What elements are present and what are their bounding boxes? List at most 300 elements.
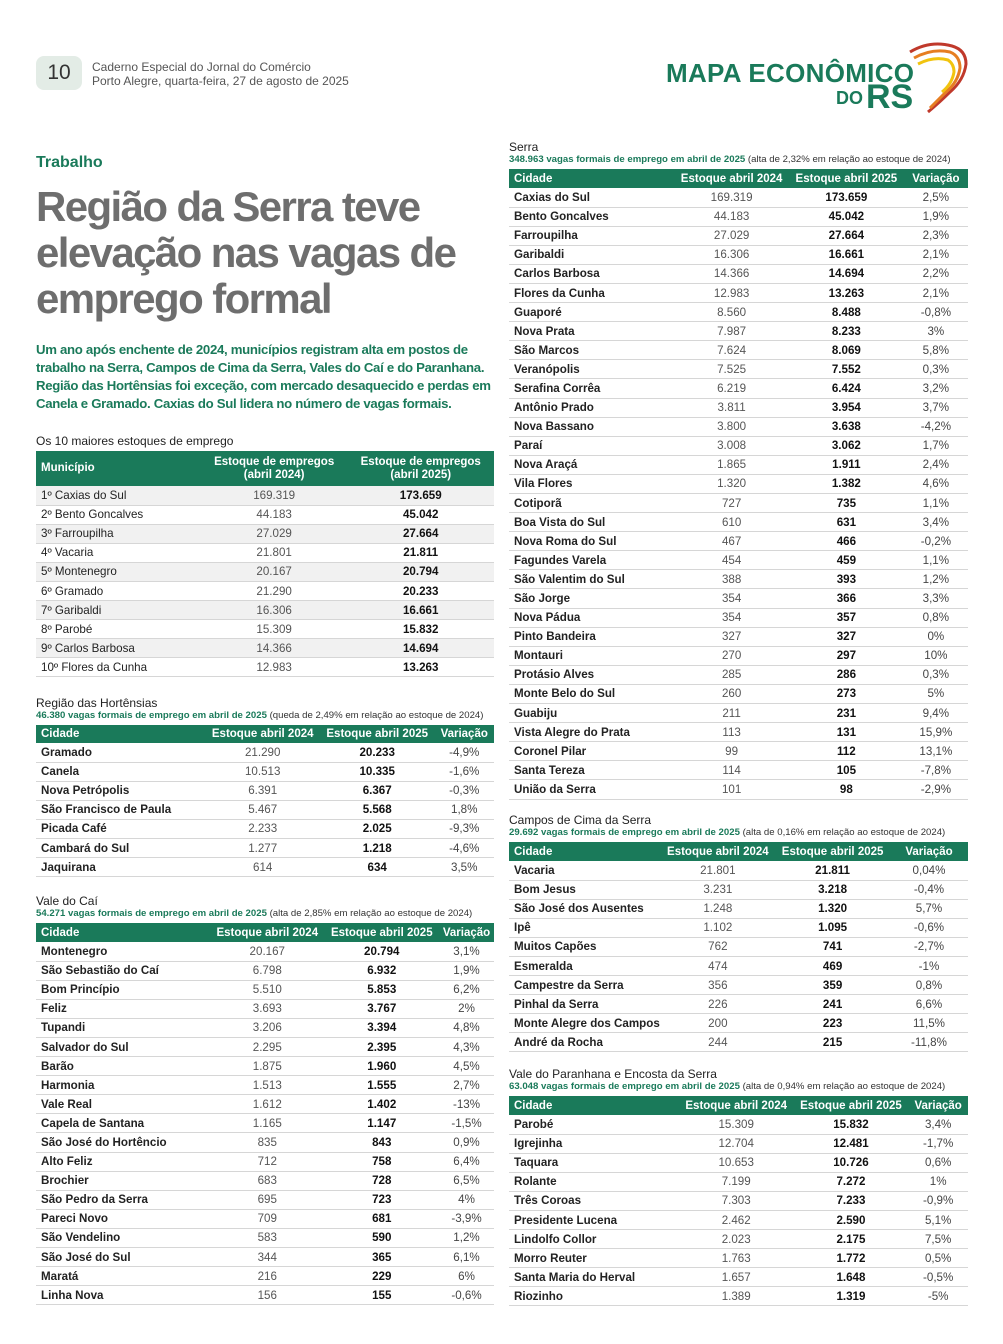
- cidade-cell: Santa Maria do Herval: [509, 1268, 679, 1287]
- variacao-cell: 5,7%: [890, 899, 968, 918]
- table-row: [36, 658, 494, 677]
- variacao-cell: 1,9%: [904, 207, 968, 226]
- table-row: [509, 436, 968, 455]
- table-row: [509, 742, 968, 761]
- variacao-cell: -0,2%: [904, 532, 968, 551]
- cidade-cell: São José dos Ausentes: [509, 899, 660, 918]
- table-row: [509, 494, 968, 513]
- cidade-cell: Caxias do Sul: [509, 188, 674, 207]
- stock-2025-cell: 3.954: [789, 398, 904, 417]
- variacao-cell: -0,6%: [890, 918, 968, 937]
- stock-2025-cell: 357: [789, 608, 904, 627]
- variacao-cell: -1,7%: [908, 1134, 968, 1153]
- cidade-cell: Vila Flores: [509, 474, 674, 493]
- stock-2025-cell: 21.811: [347, 543, 494, 562]
- stock-2024-cell: 695: [210, 1190, 325, 1209]
- stock-2025-cell: 215: [775, 1033, 890, 1052]
- municipio-cell: 5º Montenegro: [36, 562, 201, 581]
- stock-2024-cell: 21.290: [201, 581, 348, 600]
- variacao-cell: 2,2%: [904, 264, 968, 283]
- stock-2025-cell: 7.272: [794, 1172, 909, 1191]
- stock-2024-cell: 6.798: [210, 961, 325, 980]
- variacao-cell: -9,3%: [434, 819, 494, 838]
- stock-2024-cell: 15.309: [201, 620, 348, 639]
- table-row: [36, 1286, 494, 1305]
- header-variacao: Variação: [904, 169, 968, 188]
- stock-2025-cell: 10.335: [320, 762, 435, 781]
- cidade-cell: São Jorge: [509, 589, 674, 608]
- stock-2025-cell: 173.659: [347, 486, 494, 505]
- stock-2024-cell: 21.801: [660, 861, 775, 880]
- cidade-cell: Pinto Bandeira: [509, 627, 674, 646]
- table-row: [36, 781, 494, 800]
- stock-2024-cell: 1.763: [679, 1249, 794, 1268]
- cidade-cell: Feliz: [36, 999, 210, 1018]
- stock-2024-cell: 3.008: [674, 436, 789, 455]
- stock-2024-cell: 583: [210, 1228, 325, 1247]
- region-table: [509, 842, 968, 1052]
- variacao-cell: -1%: [890, 956, 968, 975]
- cidade-cell: Santa Tereza: [509, 761, 674, 780]
- stock-2025-cell: 681: [325, 1209, 440, 1228]
- top10-header-2024: Estoque de empregos (abril 2024): [201, 451, 348, 486]
- table-row: [509, 245, 968, 264]
- header-variacao: Variação: [890, 842, 968, 861]
- stock-2024-cell: 5.467: [205, 800, 320, 819]
- table-row: [36, 999, 494, 1018]
- section-kicker: Trabalho: [36, 154, 103, 171]
- municipio-cell: 8º Parobé: [36, 620, 201, 639]
- table-row: [509, 1230, 968, 1249]
- stock-2025-cell: 1.648: [794, 1268, 909, 1287]
- region-title: Serra: [509, 140, 539, 154]
- cidade-cell: Brochier: [36, 1171, 210, 1190]
- stock-2025-cell: 8.488: [789, 303, 904, 322]
- table-row: [36, 505, 494, 524]
- stock-2024-cell: 244: [660, 1033, 775, 1052]
- stock-2024-cell: 1.875: [210, 1057, 325, 1076]
- stock-2024-cell: 44.183: [201, 505, 348, 524]
- table-row: [36, 1037, 494, 1056]
- top10-header-municipio: Município: [36, 451, 201, 486]
- variacao-cell: -4,2%: [904, 417, 968, 436]
- table-row: [509, 956, 968, 975]
- cidade-cell: Nova Pádua: [509, 608, 674, 627]
- stock-2025-cell: 10.726: [794, 1153, 909, 1172]
- variacao-cell: 4,6%: [904, 474, 968, 493]
- stock-2024-cell: 270: [674, 646, 789, 665]
- stock-2025-cell: 98: [789, 780, 904, 799]
- region-variation-note: (alta de 2,32% em relação ao estoque de 2024): [745, 154, 951, 165]
- table-row: [509, 589, 968, 608]
- region-variation-note: (alta de 2,85% em relação ao estoque de 2024): [266, 908, 473, 919]
- stock-2024-cell: 20.167: [210, 942, 325, 961]
- cidade-cell: Cambará do Sul: [36, 838, 205, 857]
- header-2025: Estoque abril 2025: [789, 169, 904, 188]
- variacao-cell: 1,9%: [439, 961, 494, 980]
- table-row: [509, 188, 968, 207]
- region-total: 46.380 vagas formais de emprego em abril de 2025: [36, 710, 267, 721]
- variacao-cell: -4,6%: [434, 838, 494, 857]
- stock-2025-cell: 365: [325, 1248, 440, 1267]
- region-table: [36, 725, 494, 877]
- cidade-cell: Rolante: [509, 1172, 679, 1191]
- stock-2024-cell: 3.231: [660, 880, 775, 899]
- publication-name: Caderno Especial do Jornal do Comércio: [92, 60, 311, 74]
- municipio-cell: 4º Vacaria: [36, 543, 201, 562]
- cidade-cell: Ipê: [509, 918, 660, 937]
- cidade-cell: Alto Feliz: [36, 1152, 210, 1171]
- cidade-cell: São Sebastião do Caí: [36, 961, 210, 980]
- cidade-cell: Morro Reuter: [509, 1249, 679, 1268]
- region-subtitle: [509, 827, 968, 839]
- stock-2024-cell: 727: [674, 494, 789, 513]
- stock-2025-cell: 728: [325, 1171, 440, 1190]
- stock-2024-cell: 1.865: [674, 455, 789, 474]
- cidade-cell: União da Serra: [509, 780, 674, 799]
- variacao-cell: 6,1%: [439, 1248, 494, 1267]
- variacao-cell: 2,4%: [904, 455, 968, 474]
- table-row: [36, 1114, 494, 1133]
- variacao-cell: -0,6%: [439, 1286, 494, 1305]
- variacao-cell: -0,4%: [890, 880, 968, 899]
- stock-2025-cell: 6.932: [325, 961, 440, 980]
- table-row: [36, 961, 494, 980]
- stock-2025-cell: 27.664: [789, 226, 904, 245]
- stock-2025-cell: 105: [789, 761, 904, 780]
- cidade-cell: Nova Prata: [509, 322, 674, 341]
- stock-2025-cell: 5.568: [320, 800, 435, 819]
- table-row: [509, 976, 968, 995]
- table-row: [509, 264, 968, 283]
- stock-2024-cell: 10.513: [205, 762, 320, 781]
- variacao-cell: 3,2%: [904, 379, 968, 398]
- table-row: [36, 524, 494, 543]
- cidade-cell: Maratá: [36, 1267, 210, 1286]
- variacao-cell: 2,7%: [439, 1076, 494, 1095]
- stock-2025-cell: 241: [775, 995, 890, 1014]
- header-2025: Estoque abril 2025: [325, 923, 440, 942]
- cidade-cell: Guabiju: [509, 704, 674, 723]
- header-2024: Estoque abril 2024: [210, 923, 325, 942]
- stock-2025-cell: 286: [789, 665, 904, 684]
- stock-2024-cell: 1.657: [679, 1268, 794, 1287]
- table-row: [36, 1133, 494, 1152]
- stock-2024-cell: 12.704: [679, 1134, 794, 1153]
- top10-table: [36, 451, 494, 677]
- stock-2024-cell: 354: [674, 608, 789, 627]
- cidade-cell: Vacaria: [509, 861, 660, 880]
- stock-2025-cell: 20.233: [347, 581, 494, 600]
- table-row: [36, 562, 494, 581]
- variacao-cell: 7,5%: [908, 1230, 968, 1249]
- cidade-cell: Pareci Novo: [36, 1209, 210, 1228]
- table-row: [509, 1115, 968, 1134]
- cidade-cell: São José do Sul: [36, 1248, 210, 1267]
- stock-2024-cell: 200: [660, 1014, 775, 1033]
- stock-2025-cell: 758: [325, 1152, 440, 1171]
- cidade-cell: Vale Real: [36, 1095, 210, 1114]
- table-row: [509, 1268, 968, 1287]
- variacao-cell: 3,7%: [904, 398, 968, 417]
- table-row: [509, 704, 968, 723]
- variacao-cell: 6,5%: [439, 1171, 494, 1190]
- stock-2025-cell: 459: [789, 551, 904, 570]
- table-row: [509, 322, 968, 341]
- cidade-cell: Carlos Barbosa: [509, 264, 674, 283]
- stock-2024-cell: 12.983: [674, 283, 789, 302]
- stock-2024-cell: 21.801: [201, 543, 348, 562]
- stock-2024-cell: 712: [210, 1152, 325, 1171]
- region-variation-note: (alta de 0,94% em relação ao estoque de 2024): [739, 1081, 946, 1092]
- table-row: [509, 283, 968, 302]
- table-row: [36, 743, 494, 762]
- stock-2025-cell: 2.590: [794, 1210, 909, 1229]
- municipio-cell: 10º Flores da Cunha: [36, 658, 201, 677]
- stock-2025-cell: 155: [325, 1286, 440, 1305]
- stock-2025-cell: 15.832: [347, 620, 494, 639]
- variacao-cell: 0%: [904, 627, 968, 646]
- cidade-cell: Boa Vista do Sul: [509, 513, 674, 532]
- cidade-cell: Parobé: [509, 1115, 679, 1134]
- stock-2025-cell: 735: [789, 494, 904, 513]
- stock-2024-cell: 2.462: [679, 1210, 794, 1229]
- region-title: Vale do Paranhana e Encosta da Serra: [509, 1067, 717, 1081]
- region-total: 63.048 vagas formais de emprego em abril de 2025: [509, 1081, 740, 1092]
- table-row: [36, 1095, 494, 1114]
- stock-2025-cell: 1.320: [775, 899, 890, 918]
- region-table: [509, 169, 968, 800]
- header-2025: Estoque abril 2025: [775, 842, 890, 861]
- stock-2024-cell: 3.693: [210, 999, 325, 1018]
- stock-2025-cell: 1.960: [325, 1057, 440, 1076]
- stock-2024-cell: 113: [674, 723, 789, 742]
- paranhana-block: [509, 1067, 968, 1306]
- stock-2024-cell: 216: [210, 1267, 325, 1286]
- stock-2024-cell: 2.023: [679, 1230, 794, 1249]
- table-row: [36, 543, 494, 562]
- header-cidade: Cidade: [509, 1096, 679, 1115]
- table-row: [509, 1249, 968, 1268]
- stock-2025-cell: 3.638: [789, 417, 904, 436]
- table-row: [36, 1190, 494, 1209]
- table-row: [509, 918, 968, 937]
- cidade-cell: Antônio Prado: [509, 398, 674, 417]
- cidade-cell: Nova Bassano: [509, 417, 674, 436]
- table-row: [509, 474, 968, 493]
- stock-2025-cell: 8.233: [789, 322, 904, 341]
- variacao-cell: 1,2%: [904, 570, 968, 589]
- table-row: [509, 341, 968, 360]
- stock-2024-cell: 1.320: [674, 474, 789, 493]
- variacao-cell: 0,8%: [904, 608, 968, 627]
- top10-header-2025: Estoque de empregos (abril 2025): [347, 451, 494, 486]
- stock-2025-cell: 5.853: [325, 980, 440, 999]
- variacao-cell: 1,1%: [904, 551, 968, 570]
- variacao-cell: 2,3%: [904, 226, 968, 245]
- table-row: [36, 1152, 494, 1171]
- stock-2024-cell: 3.206: [210, 1018, 325, 1037]
- cidade-cell: Protásio Alves: [509, 665, 674, 684]
- stock-2025-cell: 631: [789, 513, 904, 532]
- stock-2025-cell: 723: [325, 1190, 440, 1209]
- cidade-cell: São Vendelino: [36, 1228, 210, 1247]
- stock-2025-cell: 27.664: [347, 524, 494, 543]
- variacao-cell: 6,6%: [890, 995, 968, 1014]
- header-2025: Estoque abril 2025: [794, 1096, 909, 1115]
- stock-2025-cell: 45.042: [789, 207, 904, 226]
- stock-2024-cell: 3.811: [674, 398, 789, 417]
- cidade-cell: Garibaldi: [509, 245, 674, 264]
- table-row: [509, 1134, 968, 1153]
- region-subtitle: [36, 908, 494, 920]
- stock-2025-cell: 1.147: [325, 1114, 440, 1133]
- region-title: Vale do Caí: [36, 894, 98, 908]
- stock-2024-cell: 1.248: [660, 899, 775, 918]
- cidade-cell: Cotiporã: [509, 494, 674, 513]
- stock-2025-cell: 229: [325, 1267, 440, 1286]
- cidade-cell: Fagundes Varela: [509, 551, 674, 570]
- table-row: [509, 455, 968, 474]
- variacao-cell: -2,9%: [904, 780, 968, 799]
- variacao-cell: 2,1%: [904, 245, 968, 264]
- table-row: [36, 858, 494, 877]
- variacao-cell: 3,1%: [439, 942, 494, 961]
- cidade-cell: Monte Belo do Sul: [509, 684, 674, 703]
- table-row: [509, 1033, 968, 1052]
- stock-2025-cell: 273: [789, 684, 904, 703]
- cidade-cell: Guaporé: [509, 303, 674, 322]
- table-row: [36, 762, 494, 781]
- variacao-cell: 1%: [908, 1172, 968, 1191]
- variacao-cell: 13,1%: [904, 742, 968, 761]
- cidade-cell: São Marcos: [509, 341, 674, 360]
- region-total: 348.963 vagas formais de emprego em abril de 2025: [509, 154, 746, 165]
- stock-2024-cell: 260: [674, 684, 789, 703]
- table-row: [36, 800, 494, 819]
- header-variacao: Variação: [908, 1096, 968, 1115]
- stock-2025-cell: 6.424: [789, 379, 904, 398]
- cidade-cell: Farroupilha: [509, 226, 674, 245]
- table-row: [509, 417, 968, 436]
- variacao-cell: 11,5%: [890, 1014, 968, 1033]
- header-2024: Estoque abril 2024: [679, 1096, 794, 1115]
- stock-2024-cell: 114: [674, 761, 789, 780]
- variacao-cell: 4,5%: [439, 1057, 494, 1076]
- cidade-cell: Bom Jesus: [509, 880, 660, 899]
- stock-2025-cell: 131: [789, 723, 904, 742]
- table-row: [36, 486, 494, 505]
- stock-2025-cell: 223: [775, 1014, 890, 1033]
- region-total: 29.692 vagas formais de emprego em abril de 2025: [509, 827, 740, 838]
- hortensias-block: [36, 696, 494, 877]
- stock-2024-cell: 1.277: [205, 838, 320, 857]
- variacao-cell: 4%: [439, 1190, 494, 1209]
- stock-2024-cell: 7.525: [674, 360, 789, 379]
- stock-2025-cell: 20.794: [325, 942, 440, 961]
- cidade-cell: Bom Princípio: [36, 980, 210, 999]
- stock-2025-cell: 8.069: [789, 341, 904, 360]
- stock-2024-cell: 344: [210, 1248, 325, 1267]
- stock-2025-cell: 45.042: [347, 505, 494, 524]
- stock-2025-cell: 16.661: [347, 601, 494, 620]
- table-row: [509, 665, 968, 684]
- stock-2024-cell: 354: [674, 589, 789, 608]
- table-row: [36, 1228, 494, 1247]
- header-2024: Estoque abril 2024: [674, 169, 789, 188]
- cidade-cell: Picada Café: [36, 819, 205, 838]
- cidade-cell: São Valentim do Sul: [509, 570, 674, 589]
- stock-2025-cell: 843: [325, 1133, 440, 1152]
- header-cidade: Cidade: [36, 923, 210, 942]
- table-row: [509, 360, 968, 379]
- cidade-cell: Esmeralda: [509, 956, 660, 975]
- stock-2024-cell: 211: [674, 704, 789, 723]
- cidade-cell: São Francisco de Paula: [36, 800, 205, 819]
- region-total: 54.271 vagas formais de emprego em abril de 2025: [36, 908, 267, 919]
- stock-2025-cell: 20.794: [347, 562, 494, 581]
- variacao-cell: 9,4%: [904, 704, 968, 723]
- cidade-cell: Taquara: [509, 1153, 679, 1172]
- stock-2024-cell: 762: [660, 937, 775, 956]
- cidade-cell: Jaquirana: [36, 858, 205, 877]
- variacao-cell: 6,4%: [439, 1152, 494, 1171]
- stock-2024-cell: 12.983: [201, 658, 348, 677]
- stock-2024-cell: 6.219: [674, 379, 789, 398]
- stock-2025-cell: 3.062: [789, 436, 904, 455]
- stock-2024-cell: 1.165: [210, 1114, 325, 1133]
- table-row: [36, 1171, 494, 1190]
- table-row: [509, 207, 968, 226]
- stock-2025-cell: 6.367: [320, 781, 435, 800]
- cidade-cell: Coronel Pilar: [509, 742, 674, 761]
- stock-2025-cell: 3.767: [325, 999, 440, 1018]
- municipio-cell: 2º Bento Goncalves: [36, 505, 201, 524]
- table-row: [36, 1018, 494, 1037]
- stock-2024-cell: 15.309: [679, 1115, 794, 1134]
- variacao-cell: 5,8%: [904, 341, 968, 360]
- stock-2025-cell: 21.811: [775, 861, 890, 880]
- variacao-cell: 3,4%: [904, 513, 968, 532]
- stock-2025-cell: 469: [775, 956, 890, 975]
- stock-2024-cell: 16.306: [201, 601, 348, 620]
- variacao-cell: 1,2%: [439, 1228, 494, 1247]
- region-variation-note: (alta de 0,16% em relação ao estoque de 2024): [739, 827, 946, 838]
- stock-2025-cell: 7.233: [794, 1191, 909, 1210]
- table-row: [36, 1267, 494, 1286]
- stock-2024-cell: 1.513: [210, 1076, 325, 1095]
- stock-2025-cell: 112: [789, 742, 904, 761]
- variacao-cell: 6%: [439, 1267, 494, 1286]
- stock-2025-cell: 366: [789, 589, 904, 608]
- header-2024: Estoque abril 2024: [205, 725, 320, 743]
- table-row: [509, 226, 968, 245]
- cidade-cell: Capela de Santana: [36, 1114, 210, 1133]
- table-row: [509, 1153, 968, 1172]
- stock-2024-cell: 7.199: [679, 1172, 794, 1191]
- cidade-cell: Montauri: [509, 646, 674, 665]
- stock-2025-cell: 2.025: [320, 819, 435, 838]
- logo-line-3: RS: [866, 78, 914, 116]
- stock-2024-cell: 7.624: [674, 341, 789, 360]
- region-title: Região das Hortênsias: [36, 696, 158, 710]
- logo-line-1: MAPA ECONÔMICO: [666, 58, 915, 88]
- stock-2025-cell: 20.233: [320, 743, 435, 762]
- table-row: [36, 1057, 494, 1076]
- stock-2025-cell: 14.694: [789, 264, 904, 283]
- table-row: [509, 861, 968, 880]
- stock-2025-cell: 14.694: [347, 639, 494, 658]
